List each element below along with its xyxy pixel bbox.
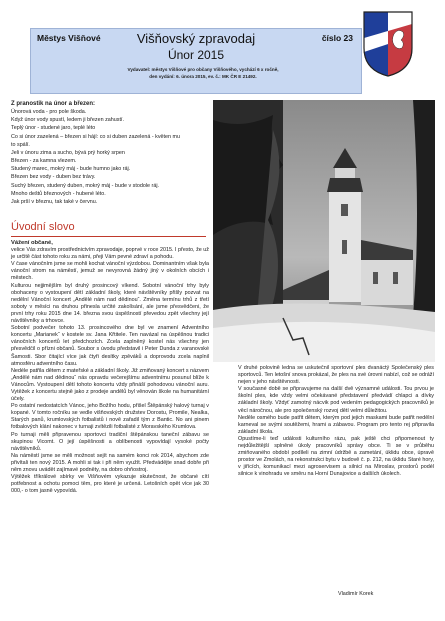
article-paragraph: Po turnaji měli připravenou sportovci tradiční štěpánskou taneční zábavu se skupinou Vicomt. O její úspěšnosti a oblíbenosti vypovídají vysoké počty návštěvníků.: [11, 431, 209, 452]
article-column-2: [238, 365, 434, 479]
issue-number: číslo 23: [321, 33, 353, 43]
newsletter-title: Višňovský zpravodaj: [136, 31, 256, 46]
publisher-info: [59, 66, 347, 80]
article-paragraph: V současné době se připravujeme na další dvě významné události. Tou prvou je školní ples, kde vždy velmi očekávané představení předvádí chlapci a dívky základní školy. Vždyť zamotný nácvik pod vedením pedagogických pracovníků je věcí náročnou, ale pro společenský rozvoj dětí velmi důležitou.: [238, 386, 434, 414]
proverb-line: Suchý březen, studený duben, mokrý máj - bude v stodole ráj.: [11, 182, 160, 189]
author-signature: Vladimír Korek: [338, 591, 374, 597]
section-title: Úvodní slovo: [11, 221, 75, 233]
town-name: Městys Višňové: [37, 33, 101, 43]
proverb-line: Mnoho deštů březnových - hubené léto.: [11, 190, 106, 197]
proverb-line: Únorová voda - pro pole škoda.: [11, 109, 87, 116]
article-paragraph: Po ostatní nedostatcích Vánoc, jeho Božího hodu, přišel Štěpánský halový turnaj v kopané. V tomto ročníku se vedle višňovských družstev Dorostu, Promile, Nealka, Starých panů, krumlovských fotbalistů i nově zařadil tým z Bantic. No ani pinem fotbalových klání nakonec v turnaji zvítězili fotbalisté z Moravského Krumlova.: [11, 403, 209, 431]
article-paragraph: Výtěžek tříkrálové sbírky ve Višňovém vykazuje skutečnost, že občané cítí potřebnost a ochotu pomoci těm, pro které je určená. Letošních opět více jak 30 000,- o tom jasně vypovídá.: [11, 474, 209, 495]
proverb-line: Jak prší v březnu, tak také v červnu.: [11, 198, 98, 205]
proverbs-heading: Z pranostik na únor a březen:: [11, 101, 96, 107]
church-photo: [213, 100, 435, 362]
municipal-crest-icon: [362, 10, 414, 78]
article-paragraph: Kulturou nejjimějším byl druhý prosincový víkend. Sobotní vánoční trhy byly obohaceny o vystoupení dětí základní školy, které návštěvníky přišly pozvat na nedělní Vánoční koncert „Andělé nám nad dědinou“. Změna termínu trhů z třetí soboty v měsíci na druhou přinesla určité zakolísání, ale jsme přesvědčeni, že první trhy roku 2015 dne 14. března svou úspěšností převedou zpět všechny její návštěvníky a trhovce.: [11, 282, 209, 325]
article-paragraph: V čase vánočním jsme se mohli kochat vánoční výzdobou. Dominantním však byla vánoční strom na náměstí, jemuž se nevyrovná žádný jiný v okolních obcích i městech.: [11, 261, 209, 282]
article-greeting: Vážení občané,: [11, 240, 53, 246]
article-paragraph: Neděle osmého bude patřit dětem, kterým pod jejich maskami bude patřit nedělní karneval se svými soutěžemi, hrami a zábavou. Program pro tento rej připravila základní škola.: [238, 414, 434, 435]
proverb-line: Co si únor zazelená – březen si hájí: co si duben zazelená - květen mu: [11, 133, 181, 140]
proverb-line: Jeli v únoru zima a sucho, bývá prý horký srpen: [11, 149, 125, 156]
article-column-1: [11, 240, 209, 495]
article-paragraph: V druhé polovině ledna se uskutečnil sportovní ples dvanáctý Společenský ples sportovců. Ten letošní snova prokázal, že ples na své úrovni nabízí, což se odráží nejen v jeho návštěvnosti.: [238, 365, 434, 386]
article-paragraph: Opustíme-li teď události kulturního rázu, pak ještě chci připomenout ty nejdůležitější splněné úkoly pracovníků správy obce. Ti se v průběhu zmiňovaného období podíleli na zimní údržbě a zametání, úklidu obce, úpravě prostor ve Zmolách, na rekonstrukci bytu v budově č. p. 212, na úklidu Staré hory, v jiřících, komunikací mezi agroservisem a silnicí na Miroslav, prostorů podél silnice k vinohradu ve směru na Horní Dunajovice a dalších úkolech.: [238, 435, 434, 478]
proverbs-box: [11, 100, 211, 206]
article-paragraph: Na náměstí jsme se měli možnost sejít na samém konci rok 2014, abychom zde přivítali ten nový 2015. A mohli si tak i při něm využít. Předvádějte snad dobře při něm znovu uvádět zajímavé podněty, na dobro ohňostroj.: [11, 452, 209, 473]
section-rule: [11, 236, 206, 237]
proverb-line: Teplý únor - studené jaro, teplé léto: [11, 125, 96, 132]
proverb-line: Když únor vody spustí, ledem ji březen zahustí.: [11, 117, 124, 124]
publisher-info-line1: Vydavatel: městys Višňové pro občany Višňového, vychází 6 x ročně,: [127, 67, 279, 72]
article-paragraph: velice Vás zdravím prostřednictvím zpravodaje, poprvé v roce 2015. I přesto, že už je určitě část tohoto roku za námi, přeji Vám pevné zdraví a pohodu.: [11, 247, 209, 261]
proverb-line: Studený marec, mokrý máj - bude humno jako ráj.: [11, 166, 131, 173]
issue-date: Únor 2015: [167, 48, 225, 62]
proverb-line: Březen - za kamna vlezem.: [11, 158, 77, 165]
proverb-line: to spálí.: [11, 141, 30, 148]
article-paragraph: Sobotní podvečer tohoto 13. prosincového dne byl ve znamení Adventního koncertu „Marianek“ v kostele sv. Jana Křtitele. Ten navázal na úspěšnou tradici vánočních koncertů let předchozích. Zcela zaplněný kostel nás všechny jen přesvědčil o přízni občanů. Soubor s úvodu představil i Peter Dunda z varanovské Šamosti. Sbor čitající více jak čtyři desítky zpěváků a doprovodu zcela naplnil atmosféru adventního času.: [11, 325, 209, 367]
publisher-info-line2: den vydání: 6. února 2015, ev. č.: MK ČR E 21492.: [149, 74, 257, 79]
newsletter-header: [30, 28, 362, 94]
proverb-line: Březen bez vody - duben bez trávy.: [11, 174, 96, 181]
article-paragraph: Nedéle patřila dětem z mateřské a základní školy. Již zmiňovaný koncert s názvem „Andělé nám nad dědinou“ nás opravdu večerejšímu adventnímu posunul blíže k Vánocům. Vystoupení dětí tohoto koncertu vždy přináší pohodovou vánoční auru. Vytěžek z koncertu stejně jako z prodeje andělů byl věnován škole na humanitární účely.: [11, 367, 209, 403]
